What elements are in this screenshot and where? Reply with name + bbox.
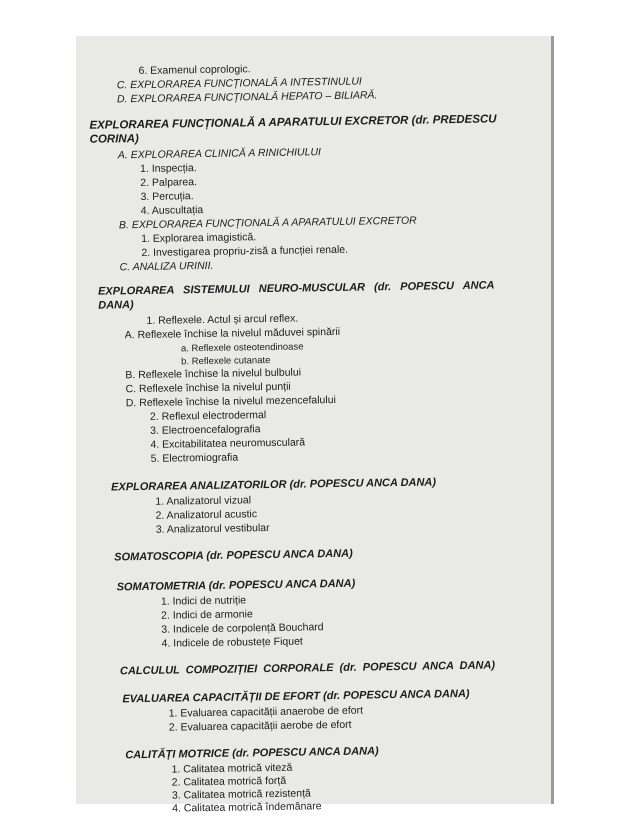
toc-line: 3. Calitatea motrică rezistență	[171, 787, 311, 802]
toc-line: 5. Electromiografia	[150, 451, 239, 465]
toc-line: 6. Examenul coprologic.	[138, 63, 251, 78]
toc-line: A. Reflexele închise la nivelul măduvei spinării	[124, 325, 341, 342]
toc-line: D. EXPLORAREA FUNCȚIONALĂ HEPATO – BILIARĂ.	[116, 89, 378, 106]
book-page	[76, 36, 554, 815]
toc-line: 1. Calitatea motrică viteză	[171, 761, 293, 776]
toc-line: C. ANALIZA URINII.	[119, 259, 214, 274]
section-heading: SOMATOSCOPIA (dr. POPESCU ANCA DANA)	[114, 547, 353, 564]
section-heading: CORINA)	[89, 133, 139, 146]
toc-line: 2. Reflexul electrodermal	[149, 409, 267, 423]
toc-line: 3. Percuția.	[140, 190, 194, 204]
toc-line: 2. Palparea.	[140, 176, 198, 190]
toc-line: C. Reflexele închise la nivelul punții	[125, 380, 291, 396]
toc-line: A. EXPLORAREA CLINICĂ A RINICHIULUI	[117, 146, 322, 162]
toc-line: 4. Calitatea motrică îndemânare	[172, 800, 322, 815]
toc-line: B. EXPLORAREA FUNCȚIONALĂ A APARATULUI EXCRETOR	[118, 214, 417, 232]
section-heading: DANA)	[98, 299, 134, 312]
toc-line: D. Reflexele închise la nivelul mezencefalului	[125, 393, 336, 410]
section-heading: CALITĂȚI MOTRICE (dr. POPESCU ANCA DANA)	[125, 745, 379, 762]
section-heading: EXPLORAREA SISTEMULUI NEURO-MUSCULAR (dr. POPESCU ANCA	[97, 279, 495, 298]
toc-line: 2. Calitatea motrică forță	[171, 774, 287, 789]
toc-line: 1. Evaluarea capacității anaerobe de efort	[168, 704, 364, 720]
toc-line: 4. Indicele de robustețe Fiquet	[161, 635, 303, 650]
toc-line: 2. Evaluarea capacității aerobe de efort	[168, 718, 352, 734]
toc-line: 2. Analizatorul acustic	[155, 508, 258, 522]
section-heading: EVALUAREA CAPACITĂȚII DE EFORT (dr. POPESCU ANCA DANA)	[122, 687, 470, 706]
toc-line: 1. Inspecția.	[140, 162, 197, 176]
toc-line: 1. Indici de nutriție	[160, 594, 247, 608]
toc-line: 4. Auscultația	[140, 204, 204, 218]
toc-line: 2. Indici de armonie	[161, 608, 253, 622]
section-heading: SOMATOMETRIA (dr. POPESCU ANCA DANA)	[116, 577, 356, 594]
toc-line: 1. Analizatorul vizual	[155, 494, 252, 508]
toc-line: 2. Investigarea propriu-zisă a funcției renale.	[141, 243, 349, 259]
toc-line: 3. Indicele de corpolență Bouchard	[161, 621, 324, 636]
toc-line: 1. Reflexele. Actul și arcul reflex.	[146, 312, 299, 327]
toc-line: 3. Analizatorul vestibular	[155, 522, 270, 536]
toc-line: C. EXPLORAREA FUNCȚIONALĂ A INTESTINULUI	[116, 75, 362, 92]
toc-line: 3. Electroencefalografia	[150, 423, 261, 437]
section-heading: EXPLORAREA ANALIZATORILOR (dr. POPESCU ANCA DANA)	[111, 476, 437, 494]
toc-line: B. Reflexele închise la nivelul bulbului	[125, 366, 302, 382]
table-of-contents	[76, 28, 566, 815]
toc-line: b. Reflexele cutanate	[181, 354, 271, 368]
section-heading: EXPLORAREA FUNCȚIONALĂ A APARATULUI EXCRETOR (dr. PREDESCU	[89, 113, 497, 132]
toc-line: 4. Excitabilitatea neuromusculară	[150, 436, 306, 451]
toc-line: 1. Explorarea imagistică.	[141, 231, 257, 246]
section-heading: CALCULUL COMPOZIȚIEI CORPORALE (dr. POPESCU ANCA DANA)	[119, 659, 496, 678]
toc-line: a. Reflexele osteotendinoase	[180, 341, 304, 355]
